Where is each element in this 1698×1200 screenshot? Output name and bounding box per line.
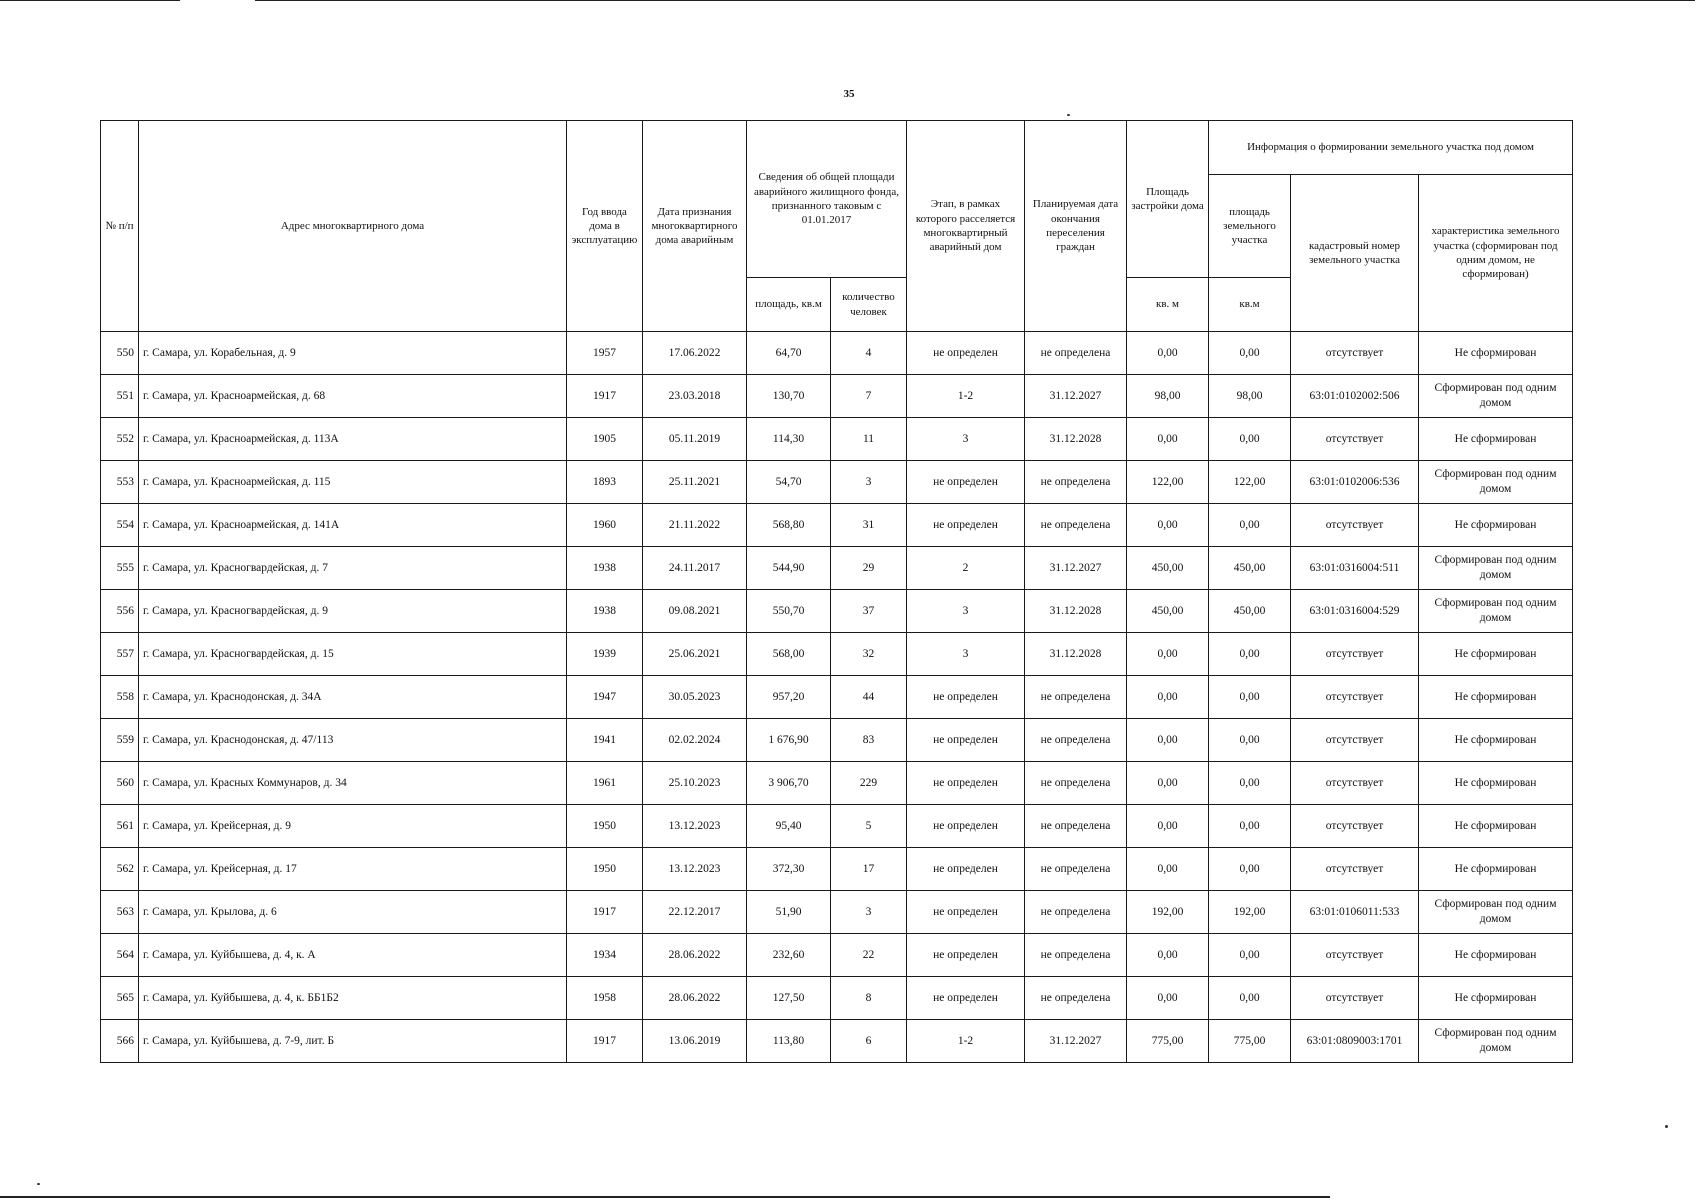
cell-emergency-date: 17.06.2022: [643, 332, 747, 375]
cell-stage: 3: [907, 590, 1025, 633]
cell-planned-date: 31.12.2027: [1025, 547, 1127, 590]
cell-planned-date: не определена: [1025, 504, 1127, 547]
cell-area: 114,30: [747, 418, 831, 461]
cell-year: 1961: [567, 762, 643, 805]
cell-emergency-date: 23.03.2018: [643, 375, 747, 418]
cell-people: 7: [831, 375, 907, 418]
cell-num: 565: [101, 977, 139, 1020]
cell-planned-date: не определена: [1025, 676, 1127, 719]
cell-land-char: Не сформирован: [1419, 676, 1573, 719]
cell-stage: не определен: [907, 977, 1025, 1020]
cell-stage: 1-2: [907, 375, 1025, 418]
cell-land-area: 98,00: [1209, 375, 1291, 418]
cell-built-area: 0,00: [1127, 633, 1209, 676]
cell-area: 568,80: [747, 504, 831, 547]
header-built-area: Площадь застройки дома: [1127, 121, 1209, 278]
cell-year: 1917: [567, 1020, 643, 1063]
cell-stage: не определен: [907, 805, 1025, 848]
table-row: [101, 805, 1573, 848]
cell-emergency-date: 13.06.2019: [643, 1020, 747, 1063]
cell-built-area: 0,00: [1127, 934, 1209, 977]
cell-people: 3: [831, 461, 907, 504]
cell-stage: не определен: [907, 848, 1025, 891]
cell-num: 556: [101, 590, 139, 633]
cell-num: 552: [101, 418, 139, 461]
cell-built-area: 98,00: [1127, 375, 1209, 418]
cell-people: 5: [831, 805, 907, 848]
cell-stage: 3: [907, 633, 1025, 676]
cell-year: 1938: [567, 590, 643, 633]
table-row: [101, 1020, 1573, 1063]
cell-num: 553: [101, 461, 139, 504]
cell-area: 51,90: [747, 891, 831, 934]
cell-emergency-date: 05.11.2019: [643, 418, 747, 461]
cell-stage: не определен: [907, 719, 1025, 762]
cell-land-area: 0,00: [1209, 762, 1291, 805]
cell-cadastral: 63:01:0316004:529: [1291, 590, 1419, 633]
table-row: [101, 676, 1573, 719]
header-planned-date: Планируемая дата окончания переселения граждан: [1025, 121, 1127, 332]
cell-built-area: 775,00: [1127, 1020, 1209, 1063]
cell-land-area: 192,00: [1209, 891, 1291, 934]
cell-num: 563: [101, 891, 139, 934]
table-row: [101, 633, 1573, 676]
cell-cadastral: отсутствует: [1291, 719, 1419, 762]
table-row: [101, 848, 1573, 891]
cell-address: г. Самара, ул. Красногвардейская, д. 7: [139, 547, 567, 590]
cell-cadastral: отсутствует: [1291, 805, 1419, 848]
cell-emergency-date: 21.11.2022: [643, 504, 747, 547]
cell-address: г. Самара, ул. Красноармейская, д. 113А: [139, 418, 567, 461]
cell-address: г. Самара, ул. Красногвардейская, д. 15: [139, 633, 567, 676]
cell-people: 4: [831, 332, 907, 375]
cell-people: 229: [831, 762, 907, 805]
cell-year: 1950: [567, 805, 643, 848]
emergency-housing-table: [100, 120, 1573, 1063]
cell-num: 558: [101, 676, 139, 719]
cell-built-area: 122,00: [1127, 461, 1209, 504]
header-cadastral: кадастровый номер земельного участка: [1291, 175, 1419, 332]
cell-cadastral: отсутствует: [1291, 418, 1419, 461]
cell-land-area: 0,00: [1209, 633, 1291, 676]
table-row: [101, 332, 1573, 375]
cell-land-char: Не сформирован: [1419, 805, 1573, 848]
cell-built-area: 0,00: [1127, 848, 1209, 891]
cell-people: 3: [831, 891, 907, 934]
cell-year: 1950: [567, 848, 643, 891]
cell-land-char: Сформирован под одним домом: [1419, 461, 1573, 504]
cell-land-area: 0,00: [1209, 805, 1291, 848]
cell-address: г. Самара, ул. Крейсерная, д. 9: [139, 805, 567, 848]
cell-stage: не определен: [907, 461, 1025, 504]
cell-built-area: 0,00: [1127, 418, 1209, 461]
page-number: 35: [843, 88, 855, 100]
cell-address: г. Самара, ул. Куйбышева, д. 4, к. ББ1Б2: [139, 977, 567, 1020]
cell-land-char: Сформирован под одним домом: [1419, 1020, 1573, 1063]
cell-emergency-date: 02.02.2024: [643, 719, 747, 762]
cell-area: 113,80: [747, 1020, 831, 1063]
cell-year: 1893: [567, 461, 643, 504]
cell-num: 566: [101, 1020, 139, 1063]
cell-land-char: Не сформирован: [1419, 848, 1573, 891]
cell-planned-date: 31.12.2027: [1025, 375, 1127, 418]
cell-address: г. Самара, ул. Красноармейская, д. 141А: [139, 504, 567, 547]
cell-address: г. Самара, ул. Корабельная, д. 9: [139, 332, 567, 375]
cell-people: 6: [831, 1020, 907, 1063]
cell-num: 555: [101, 547, 139, 590]
cell-emergency-date: 25.06.2021: [643, 633, 747, 676]
cell-emergency-date: 28.06.2022: [643, 934, 747, 977]
scan-line-top-right: [255, 0, 1695, 1]
table-row: [101, 719, 1573, 762]
cell-emergency-date: 09.08.2021: [643, 590, 747, 633]
cell-stage: 3: [907, 418, 1025, 461]
cell-address: г. Самара, ул. Краснодонская, д. 47/113: [139, 719, 567, 762]
cell-cadastral: отсутствует: [1291, 848, 1419, 891]
cell-planned-date: не определена: [1025, 891, 1127, 934]
cell-stage: не определен: [907, 504, 1025, 547]
cell-land-char: Не сформирован: [1419, 977, 1573, 1020]
cell-area: 1 676,90: [747, 719, 831, 762]
table-row: [101, 504, 1573, 547]
cell-people: 8: [831, 977, 907, 1020]
cell-people: 22: [831, 934, 907, 977]
cell-cadastral: отсутствует: [1291, 676, 1419, 719]
table-row: [101, 461, 1573, 504]
cell-year: 1958: [567, 977, 643, 1020]
cell-num: 557: [101, 633, 139, 676]
cell-year: 1905: [567, 418, 643, 461]
cell-num: 550: [101, 332, 139, 375]
cell-emergency-date: 30.05.2023: [643, 676, 747, 719]
cell-area: 544,90: [747, 547, 831, 590]
cell-cadastral: 63:01:0809003:1701: [1291, 1020, 1419, 1063]
cell-planned-date: не определена: [1025, 461, 1127, 504]
cell-address: г. Самара, ул. Красноармейская, д. 115: [139, 461, 567, 504]
cell-cadastral: 63:01:0102002:506: [1291, 375, 1419, 418]
cell-cadastral: отсутствует: [1291, 332, 1419, 375]
cell-planned-date: 31.12.2028: [1025, 418, 1127, 461]
cell-address: г. Самара, ул. Крейсерная, д. 17: [139, 848, 567, 891]
table-row: [101, 762, 1573, 805]
cell-land-char: Сформирован под одним домом: [1419, 590, 1573, 633]
cell-planned-date: не определена: [1025, 934, 1127, 977]
cell-planned-date: 31.12.2028: [1025, 590, 1127, 633]
cell-planned-date: не определена: [1025, 848, 1127, 891]
cell-year: 1957: [567, 332, 643, 375]
cell-emergency-date: 25.10.2023: [643, 762, 747, 805]
cell-land-char: Не сформирован: [1419, 934, 1573, 977]
cell-built-area: 0,00: [1127, 977, 1209, 1020]
cell-built-area: 450,00: [1127, 590, 1209, 633]
cell-address: г. Самара, ул. Краснодонская, д. 34А: [139, 676, 567, 719]
header-emergency-date: Дата признания многоквартирного дома аварийным: [643, 121, 747, 332]
cell-people: 37: [831, 590, 907, 633]
header-land-area-unit: кв.м: [1209, 278, 1291, 332]
cell-built-area: 0,00: [1127, 762, 1209, 805]
cell-land-char: Сформирован под одним домом: [1419, 891, 1573, 934]
cell-people: 83: [831, 719, 907, 762]
cell-stage: не определен: [907, 676, 1025, 719]
cell-land-area: 0,00: [1209, 332, 1291, 375]
table-row: [101, 891, 1573, 934]
cell-stage: не определен: [907, 762, 1025, 805]
cell-land-char: Не сформирован: [1419, 762, 1573, 805]
table-body: [101, 332, 1573, 1063]
cell-land-area: 0,00: [1209, 418, 1291, 461]
cell-area: 54,70: [747, 461, 831, 504]
cell-land-char: Не сформирован: [1419, 332, 1573, 375]
cell-land-area: 0,00: [1209, 719, 1291, 762]
scan-speck: [37, 1183, 40, 1185]
cell-area: 957,20: [747, 676, 831, 719]
cell-planned-date: не определена: [1025, 977, 1127, 1020]
cell-num: 551: [101, 375, 139, 418]
table-row: [101, 590, 1573, 633]
cell-people: 32: [831, 633, 907, 676]
cell-planned-date: не определена: [1025, 762, 1127, 805]
cell-area: 64,70: [747, 332, 831, 375]
cell-emergency-date: 22.12.2017: [643, 891, 747, 934]
cell-emergency-date: 24.11.2017: [643, 547, 747, 590]
header-land-group: Информация о формировании земельного участка под домом: [1209, 121, 1573, 175]
cell-address: г. Самара, ул. Красногвардейская, д. 9: [139, 590, 567, 633]
scan-speck: [1067, 114, 1070, 116]
cell-num: 560: [101, 762, 139, 805]
cell-land-area: 122,00: [1209, 461, 1291, 504]
cell-cadastral: отсутствует: [1291, 762, 1419, 805]
cell-year: 1934: [567, 934, 643, 977]
cell-area: 130,70: [747, 375, 831, 418]
cell-address: г. Самара, ул. Куйбышева, д. 4, к. А: [139, 934, 567, 977]
cell-land-char: Сформирован под одним домом: [1419, 547, 1573, 590]
table-row: [101, 418, 1573, 461]
cell-planned-date: не определена: [1025, 332, 1127, 375]
cell-address: г. Самара, ул. Крылова, д. 6: [139, 891, 567, 934]
cell-stage: 1-2: [907, 1020, 1025, 1063]
cell-people: 44: [831, 676, 907, 719]
table-row: [101, 375, 1573, 418]
scan-line-bottom: [0, 1196, 1330, 1198]
cell-address: г. Самара, ул. Красных Коммунаров, д. 34: [139, 762, 567, 805]
table-row: [101, 977, 1573, 1020]
cell-stage: 2: [907, 547, 1025, 590]
cell-land-area: 0,00: [1209, 848, 1291, 891]
cell-built-area: 450,00: [1127, 547, 1209, 590]
header-num: № п/п: [101, 121, 139, 332]
cell-num: 559: [101, 719, 139, 762]
cell-cadastral: 63:01:0102006:536: [1291, 461, 1419, 504]
cell-cadastral: 63:01:0316004:511: [1291, 547, 1419, 590]
cell-area: 232,60: [747, 934, 831, 977]
cell-land-char: Не сформирован: [1419, 418, 1573, 461]
cell-land-char: Не сформирован: [1419, 504, 1573, 547]
cell-stage: не определен: [907, 891, 1025, 934]
cell-num: 562: [101, 848, 139, 891]
cell-emergency-date: 28.06.2022: [643, 977, 747, 1020]
cell-area: 568,00: [747, 633, 831, 676]
cell-num: 564: [101, 934, 139, 977]
cell-planned-date: не определена: [1025, 805, 1127, 848]
cell-address: г. Самара, ул. Красноармейская, д. 68: [139, 375, 567, 418]
cell-planned-date: не определена: [1025, 719, 1127, 762]
cell-stage: не определен: [907, 332, 1025, 375]
table-row: [101, 547, 1573, 590]
cell-built-area: 0,00: [1127, 805, 1209, 848]
cell-year: 1938: [567, 547, 643, 590]
cell-area: 372,30: [747, 848, 831, 891]
cell-people: 11: [831, 418, 907, 461]
cell-land-char: Не сформирован: [1419, 719, 1573, 762]
cell-year: 1947: [567, 676, 643, 719]
cell-land-char: Не сформирован: [1419, 633, 1573, 676]
cell-planned-date: 31.12.2027: [1025, 1020, 1127, 1063]
cell-year: 1917: [567, 891, 643, 934]
header-land-char: характеристика земельного участка (сформирован под одним домом, не сформирован): [1419, 175, 1573, 332]
cell-emergency-date: 13.12.2023: [643, 848, 747, 891]
cell-planned-date: 31.12.2028: [1025, 633, 1127, 676]
cell-land-area: 450,00: [1209, 590, 1291, 633]
cell-year: 1960: [567, 504, 643, 547]
cell-built-area: 0,00: [1127, 504, 1209, 547]
cell-area: 3 906,70: [747, 762, 831, 805]
cell-num: 561: [101, 805, 139, 848]
scan-line-top-left: [0, 0, 180, 1]
cell-emergency-date: 25.11.2021: [643, 461, 747, 504]
cell-land-area: 0,00: [1209, 934, 1291, 977]
cell-area: 127,50: [747, 977, 831, 1020]
header-area: площадь, кв.м: [747, 278, 831, 332]
cell-built-area: 0,00: [1127, 719, 1209, 762]
cell-cadastral: отсутствует: [1291, 504, 1419, 547]
header-built-area-unit: кв. м: [1127, 278, 1209, 332]
header-people: количество человек: [831, 278, 907, 332]
cell-cadastral: отсутствует: [1291, 934, 1419, 977]
cell-land-char: Сформирован под одним домом: [1419, 375, 1573, 418]
cell-land-area: 0,00: [1209, 977, 1291, 1020]
table-row: [101, 934, 1573, 977]
cell-address: г. Самара, ул. Куйбышева, д. 7-9, лит. Б: [139, 1020, 567, 1063]
scan-speck: [1665, 1125, 1668, 1128]
header-land-area: площадь земельного участка: [1209, 175, 1291, 278]
cell-area: 550,70: [747, 590, 831, 633]
cell-year: 1941: [567, 719, 643, 762]
cell-stage: не определен: [907, 934, 1025, 977]
header-year: Год ввода дома в эксплуатацию: [567, 121, 643, 332]
cell-cadastral: отсутствует: [1291, 633, 1419, 676]
header-stage: Этап, в рамках которого расселяется многоквартирный аварийный дом: [907, 121, 1025, 332]
cell-people: 29: [831, 547, 907, 590]
cell-land-area: 450,00: [1209, 547, 1291, 590]
cell-people: 31: [831, 504, 907, 547]
cell-num: 554: [101, 504, 139, 547]
cell-emergency-date: 13.12.2023: [643, 805, 747, 848]
cell-land-area: 0,00: [1209, 676, 1291, 719]
header-area-info: Сведения об общей площади аварийного жилищного фонда, признанного таковым с 01.01.2017: [747, 121, 907, 278]
header-address: Адрес многоквартирного дома: [139, 121, 567, 332]
cell-year: 1939: [567, 633, 643, 676]
cell-cadastral: 63:01:0106011:533: [1291, 891, 1419, 934]
cell-land-area: 775,00: [1209, 1020, 1291, 1063]
cell-area: 95,40: [747, 805, 831, 848]
cell-cadastral: отсутствует: [1291, 977, 1419, 1020]
cell-built-area: 192,00: [1127, 891, 1209, 934]
cell-built-area: 0,00: [1127, 676, 1209, 719]
cell-land-area: 0,00: [1209, 504, 1291, 547]
cell-built-area: 0,00: [1127, 332, 1209, 375]
cell-people: 17: [831, 848, 907, 891]
cell-year: 1917: [567, 375, 643, 418]
